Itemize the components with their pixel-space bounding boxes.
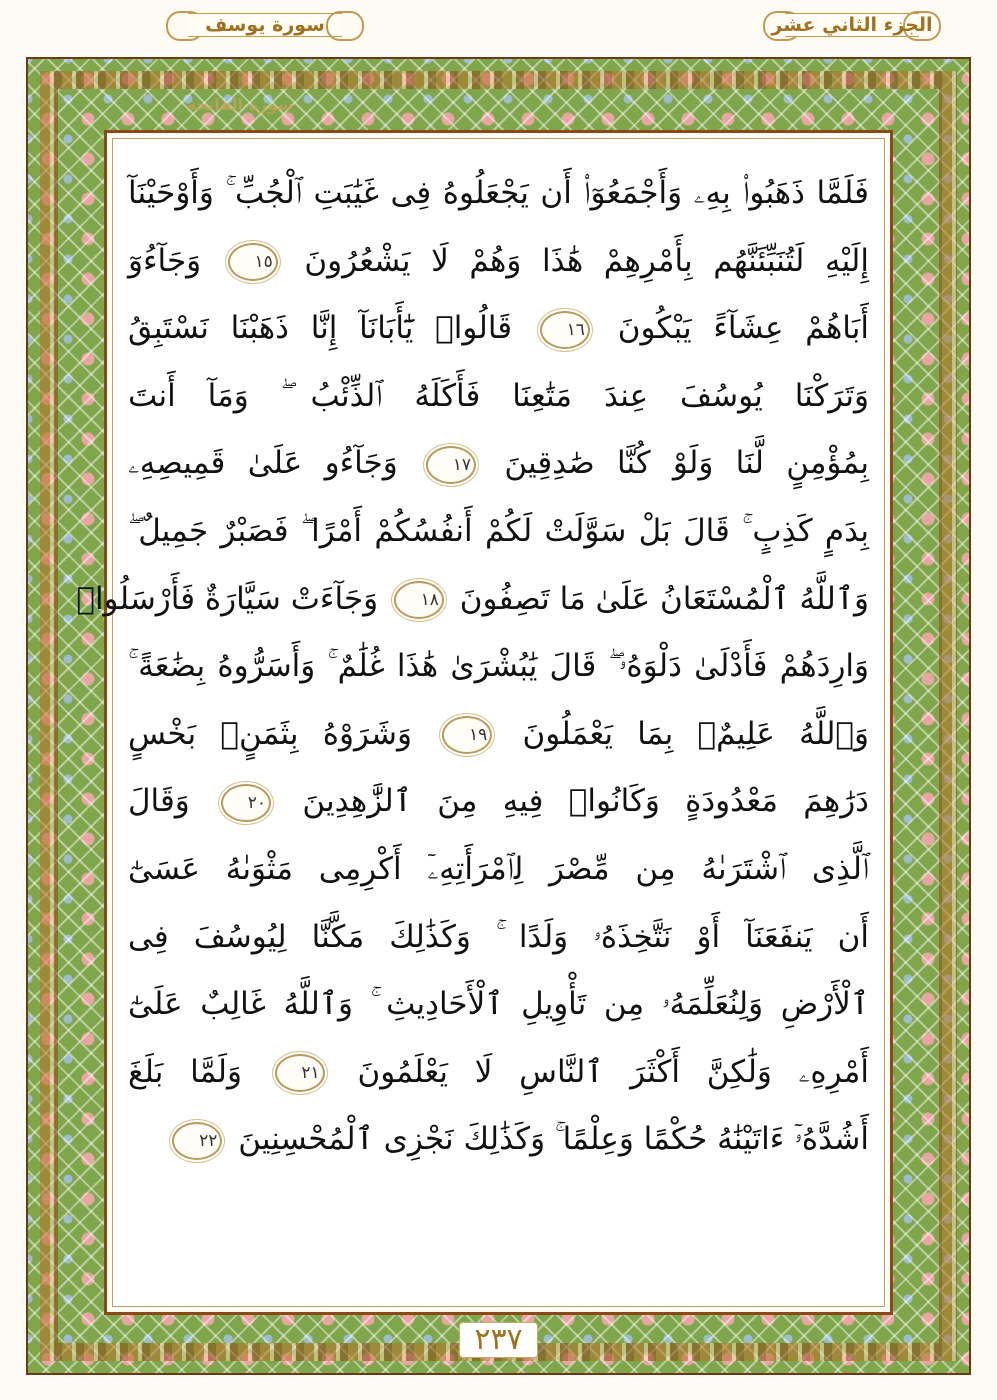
verse-line-10: دَرَٰهِمَ مَعْدُودَةٍ وَكَانُوا۟ فِيهِ مِنَ ٱلزَّٰهِدِينَ ٢٠ وَقَالَ	[128, 768, 869, 836]
page-number: ٢٣٧	[459, 1322, 538, 1358]
ayah-number-marker: ١٦	[540, 311, 590, 349]
juz-header	[763, 10, 941, 40]
verse-line-11: ٱلَّذِى ٱشْتَرَىٰهُ مِن مِّصْرَ لِٱمْرَأَتِهِۦٓ أَكْرِمِى مَثْوَىٰهُ عَسَىٰٓ	[128, 850, 869, 887]
ayah-number-marker: ٢٢	[172, 1122, 222, 1160]
ayah-number-marker: ١٥	[228, 243, 278, 281]
verse-line-2: إِلَيْهِ لَتُنَبِّئَنَّهُم بِأَمْرِهِمْ هَٰذَا وَهُمْ لَا يَشْعُرُونَ ١٥ وَجَآءُوٓ	[128, 228, 869, 296]
verse-line-4: وَتَرَكْنَا يُوسُفَ عِندَ مَتَٰعِنَا فَأَكَلَهُ ٱلذِّئْبُ ۖ وَمَآ أَنتَ	[128, 377, 869, 414]
verse-line-14: أَمْرِهِۦ وَلَٰكِنَّ أَكْثَرَ ٱلنَّاسِ لَا يَعْلَمُونَ ٢١ وَلَمَّا بَلَغَ	[128, 1039, 869, 1107]
verse-line-6: بِدَمٍ كَذِبٍ ۚ قَالَ بَلْ سَوَّلَتْ لَكُمْ أَنفُسُكُمْ أَمْرًا ۖ فَصَبْرٌ جَمِيلٌ ۖ	[128, 512, 869, 549]
ayah-number-marker: ١٧	[426, 446, 476, 484]
verse-line-3: أَبَاهُمْ عِشَآءً يَبْكُونَ ١٦ قَالُوا۟ يَٰٓأَبَانَآ إِنَّا ذَهَبْنَا نَسْتَبِقُ	[128, 295, 869, 363]
verse-line-15: أَشُدَّهُۥٓ ءَاتَيْنَٰهُ حُكْمًا وَعِلْمًا ۚ وَكَذَٰلِكَ نَجْزِى ٱلْمُحْسِنِينَ ٢٢	[128, 1106, 869, 1174]
verse-text	[76, 160, 869, 1174]
verse-line-1: فَلَمَّا ذَهَبُوا۟ بِهِۦ وَأَجْمَعُوٓا۟ أَن يَجْعَلُوهُ فِى غَيَٰبَتِ ٱلْجُبِّ ۚ وَأَوْحَيْنَآ	[128, 175, 869, 211]
surah-title: سورة يوسف	[205, 14, 325, 36]
ayah-number-marker: ١٨	[394, 581, 444, 619]
surah-header	[166, 10, 364, 40]
ayah-number-marker: ٢٠	[221, 784, 271, 822]
verse-line-7: وَٱللَّهُ ٱلْمُسْتَعَانُ عَلَىٰ مَا تَصِفُونَ ١٨ وَجَآءَتْ سَيَّارَةٌ فَأَرْسَلُوا۟	[128, 566, 869, 634]
verse-line-8: وَارِدَهُمْ فَأَدْلَىٰ دَلْوَهُۥ ۖ قَالَ يَٰبُشْرَىٰ هَٰذَا غُلَٰمٌ ۚ وَأَسَرُّوهُ بِضَٰعَةً ۚ	[128, 648, 869, 685]
frame-surah-banner: سورة الفاتحة	[186, 95, 294, 114]
verse-line-5: بِمُؤْمِنٍ لَّنَا وَلَوْ كُنَّا صَٰدِقِينَ ١٧ وَجَآءُو عَلَىٰ قَمِيصِهِۦ	[128, 430, 869, 498]
ayah-number-marker: ٢١	[275, 1054, 325, 1092]
juz-title: الجزء الثاني عشر	[771, 14, 933, 36]
verse-line-12: أَن يَنفَعَنَآ أَوْ نَتَّخِذَهُۥ وَلَدًا ۚ وَكَذَٰلِكَ مَكَّنَّا لِيُوسُفَ فِى	[128, 918, 869, 955]
ayah-number-marker: ١٩	[442, 716, 492, 754]
verse-line-13: ٱلْأَرْضِ وَلِنُعَلِّمَهُۥ مِن تَأْوِيلِ ٱلْأَحَادِيثِ ۚ وَٱللَّهُ غَالِبٌ عَلَىٰٓ	[128, 986, 869, 1023]
verse-line-9: وَٱللَّهُ عَلِيمٌۢ بِمَا يَعْمَلُونَ ١٩ وَشَرَوْهُ بِثَمَنٍۭ بَخْسٍ	[128, 701, 869, 769]
